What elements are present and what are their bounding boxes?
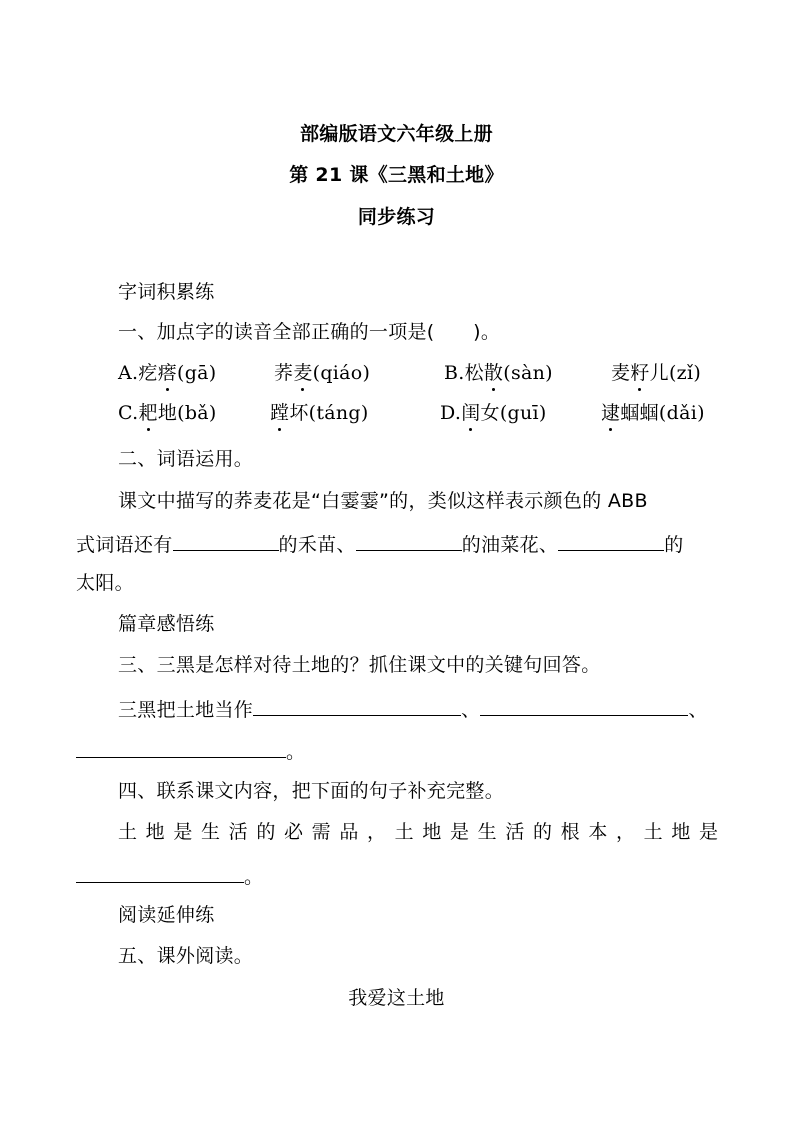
option-b-word2-post: 儿: [649, 362, 669, 384]
section-heading-vocab: 字词积累练: [118, 281, 215, 303]
option-c-word1-pinyin: (bǎ): [177, 402, 217, 424]
reading-title: 我爱这土地: [348, 987, 445, 1009]
answer-blank[interactable]: [253, 695, 461, 716]
question-2: 二、词语运用。: [118, 448, 254, 470]
option-d-word1-post: 女: [480, 402, 500, 424]
answer-blank[interactable]: [480, 695, 688, 716]
question-3: 三、三黑是怎样对待土地的？抓住课文中的关键句回答。: [118, 654, 601, 676]
answer-blank[interactable]: [173, 530, 279, 551]
answer-blank[interactable]: [356, 530, 462, 551]
question-1: 一、加点字的读音全部正确的一项是( )。: [118, 321, 501, 343]
option-c-letter: C.: [118, 402, 139, 424]
answer-blank[interactable]: [76, 737, 286, 758]
doc-subtitle: 同步练习: [357, 206, 436, 228]
option-a-word2-dotted: 麦: [293, 362, 313, 384]
option-d-letter: D.: [440, 402, 462, 424]
option-b-word2: [611, 361, 701, 385]
option-d-word2-pinyin: (dǎi): [658, 402, 705, 424]
answer-blank[interactable]: [76, 862, 244, 883]
question-2-text-line1: 课文中描写的荞麦花是“白霎霎”的，类似这样表示颜色的 ABB: [118, 490, 648, 512]
option-d: [440, 401, 547, 425]
option-a: [118, 361, 217, 385]
list-separator: 、: [461, 699, 481, 721]
sentence-end: 。: [244, 866, 264, 888]
question-2-line2-part2: 的禾苗、: [278, 534, 356, 556]
question-4: 四、联系课文内容，把下面的句子补充完整。: [118, 780, 505, 802]
option-b-word1-dotted: 散: [483, 362, 504, 384]
section-heading-comprehension: 篇章感悟练: [118, 613, 215, 635]
option-c-word1-post: 地: [157, 402, 178, 424]
option-c-word2-post: 坏: [289, 402, 309, 424]
question-5: 五、课外阅读。: [118, 945, 254, 967]
question-4-answer-line: [76, 862, 263, 889]
option-d-word2-dotted: 逮: [601, 402, 621, 424]
option-b-word2-pinyin: (zǐ): [668, 362, 702, 384]
question-3-line1-text: 三黑把土地当作: [118, 699, 254, 721]
question-2-line2-part4: 的: [664, 534, 684, 556]
list-separator: 、: [688, 699, 708, 721]
question-4-text-line1: 土地是生活的必需品，土地是生活的根本，土地是: [118, 821, 718, 843]
lesson-title: 第 21 课《三黑和土地》: [289, 164, 504, 186]
option-b-word1-char: 松: [464, 362, 484, 384]
option-c-word2-dotted: 蹚: [270, 402, 290, 424]
option-b-word1-pinyin: (sàn): [503, 362, 553, 384]
option-a-word2-char: 荞: [274, 362, 294, 384]
question-3-answer-line2: [76, 737, 305, 764]
option-a-word2-pinyin: (qiáo): [312, 362, 371, 384]
option-d-word2: [601, 401, 705, 425]
question-3-answer-line1: [118, 695, 708, 722]
option-a-letter: A.: [118, 362, 139, 384]
sentence-end: 。: [286, 741, 306, 763]
option-a-word1-char: 疙: [138, 362, 158, 384]
option-d-word1-pinyin: (guī): [499, 402, 547, 424]
option-a-word2: [274, 361, 370, 385]
answer-blank[interactable]: [558, 530, 664, 551]
option-b-letter: B.: [444, 362, 465, 384]
option-b: [444, 361, 553, 385]
option-c-word2-pinyin: (táng): [308, 402, 369, 424]
option-c: [118, 401, 217, 425]
section-heading-reading: 阅读延伸练: [118, 904, 215, 926]
option-c-word2: [270, 401, 369, 425]
question-2-text-line3: 太阳。: [76, 572, 134, 594]
question-2-line2-part1: 式词语还有: [76, 534, 173, 556]
question-2-text-line2: [76, 530, 684, 557]
option-a-word1-dotted: 瘩: [157, 362, 177, 384]
doc-title: 部编版语文六年级上册: [299, 123, 493, 145]
option-b-word2-char: 麦: [611, 362, 631, 384]
option-d-word2-post: 蝈蝈: [620, 402, 659, 424]
option-c-word1-dotted: 耙: [138, 402, 158, 424]
option-a-word1-pinyin: (gā): [177, 362, 217, 384]
question-2-line2-part3: 的油菜花、: [461, 534, 559, 556]
option-b-word2-dotted: 籽: [630, 362, 650, 384]
option-d-word1-dotted: 闺: [461, 402, 481, 424]
